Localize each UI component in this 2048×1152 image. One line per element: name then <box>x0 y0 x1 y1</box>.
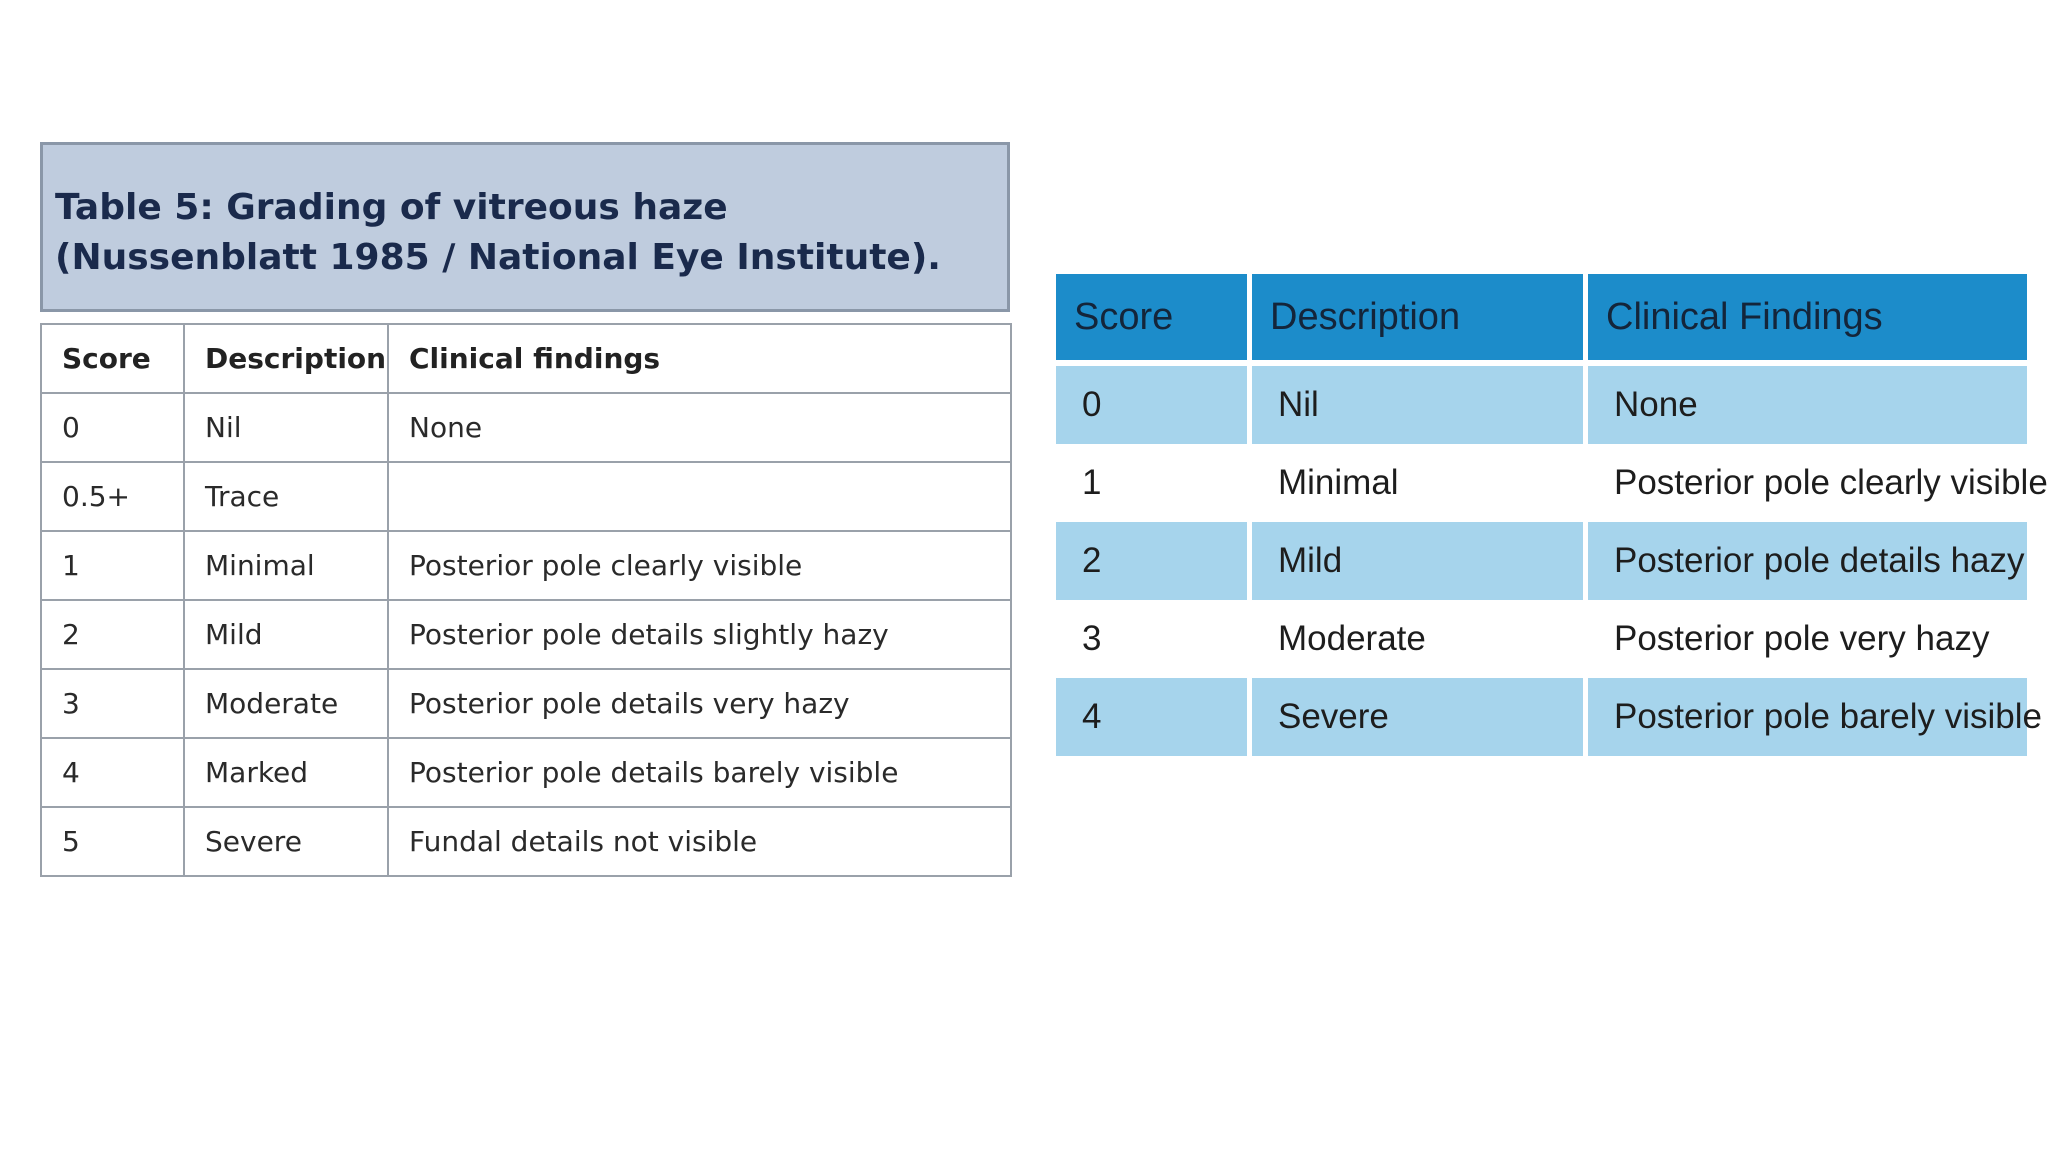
cell-description: Nil <box>184 393 388 462</box>
header-clinical-findings: Clinical findings <box>388 324 1011 393</box>
cell-score: 4 <box>1056 678 1252 756</box>
table-row <box>41 393 1011 462</box>
cell-findings: Posterior pole clearly visible <box>388 531 1011 600</box>
cell-score: 3 <box>41 669 184 738</box>
table-caption <box>40 142 1010 312</box>
cell-findings: Posterior pole clearly visible <box>1588 444 2027 522</box>
table-row <box>1056 600 2027 678</box>
table-row <box>41 738 1011 807</box>
table-header-row <box>1056 274 2027 366</box>
cell-findings <box>388 462 1011 531</box>
cell-description: Trace <box>184 462 388 531</box>
header-description: Description <box>1252 274 1588 366</box>
cell-findings: Fundal details not visible <box>388 807 1011 876</box>
cell-findings: Posterior pole very hazy <box>1588 600 2027 678</box>
cell-score: 0 <box>41 393 184 462</box>
cell-findings: Posterior pole details very hazy <box>388 669 1011 738</box>
cell-description: Moderate <box>184 669 388 738</box>
cell-score: 3 <box>1056 600 1252 678</box>
cell-description: Mild <box>184 600 388 669</box>
cell-description: Minimal <box>1252 444 1588 522</box>
cell-findings: Posterior pole details slightly hazy <box>388 600 1011 669</box>
header-score: Score <box>41 324 184 393</box>
table-caption-line-1: Table 5: Grading of vitreous haze <box>55 187 728 228</box>
cell-description: Severe <box>1252 678 1588 756</box>
cell-description: Marked <box>184 738 388 807</box>
cell-findings: None <box>388 393 1011 462</box>
table-row <box>41 807 1011 876</box>
cell-findings: None <box>1588 366 2027 444</box>
cell-description: Severe <box>184 807 388 876</box>
header-description: Description <box>184 324 388 393</box>
cell-score: 4 <box>41 738 184 807</box>
cell-score: 0.5+ <box>41 462 184 531</box>
simplified-grading-table <box>1056 274 2048 756</box>
cell-score: 5 <box>41 807 184 876</box>
cell-score: 1 <box>41 531 184 600</box>
table-row <box>41 531 1011 600</box>
cell-description: Nil <box>1252 366 1588 444</box>
cell-score: 2 <box>41 600 184 669</box>
table-row <box>1056 366 2027 444</box>
header-clinical-findings: Clinical Findings <box>1588 274 2027 366</box>
nussenblatt-grading-table <box>40 323 1012 877</box>
table-row <box>41 669 1011 738</box>
table-row <box>41 462 1011 531</box>
cell-score: 1 <box>1056 444 1252 522</box>
cell-description: Minimal <box>184 531 388 600</box>
table-row <box>1056 444 2027 522</box>
cell-score: 2 <box>1056 522 1252 600</box>
cell-findings: Posterior pole barely visible <box>1588 678 2027 756</box>
cell-findings: Posterior pole details barely visible <box>388 738 1011 807</box>
table-row <box>1056 678 2027 756</box>
cell-description: Moderate <box>1252 600 1588 678</box>
cell-description: Mild <box>1252 522 1588 600</box>
cell-findings: Posterior pole details hazy <box>1588 522 2027 600</box>
header-score: Score <box>1056 274 1252 366</box>
cell-score: 0 <box>1056 366 1252 444</box>
table-caption-line-2: (Nussenblatt 1985 / National Eye Institute). <box>55 237 941 278</box>
table-row <box>41 600 1011 669</box>
nussenblatt-table-block <box>40 142 1010 858</box>
table-row <box>1056 522 2027 600</box>
table-header-row <box>41 324 1011 393</box>
